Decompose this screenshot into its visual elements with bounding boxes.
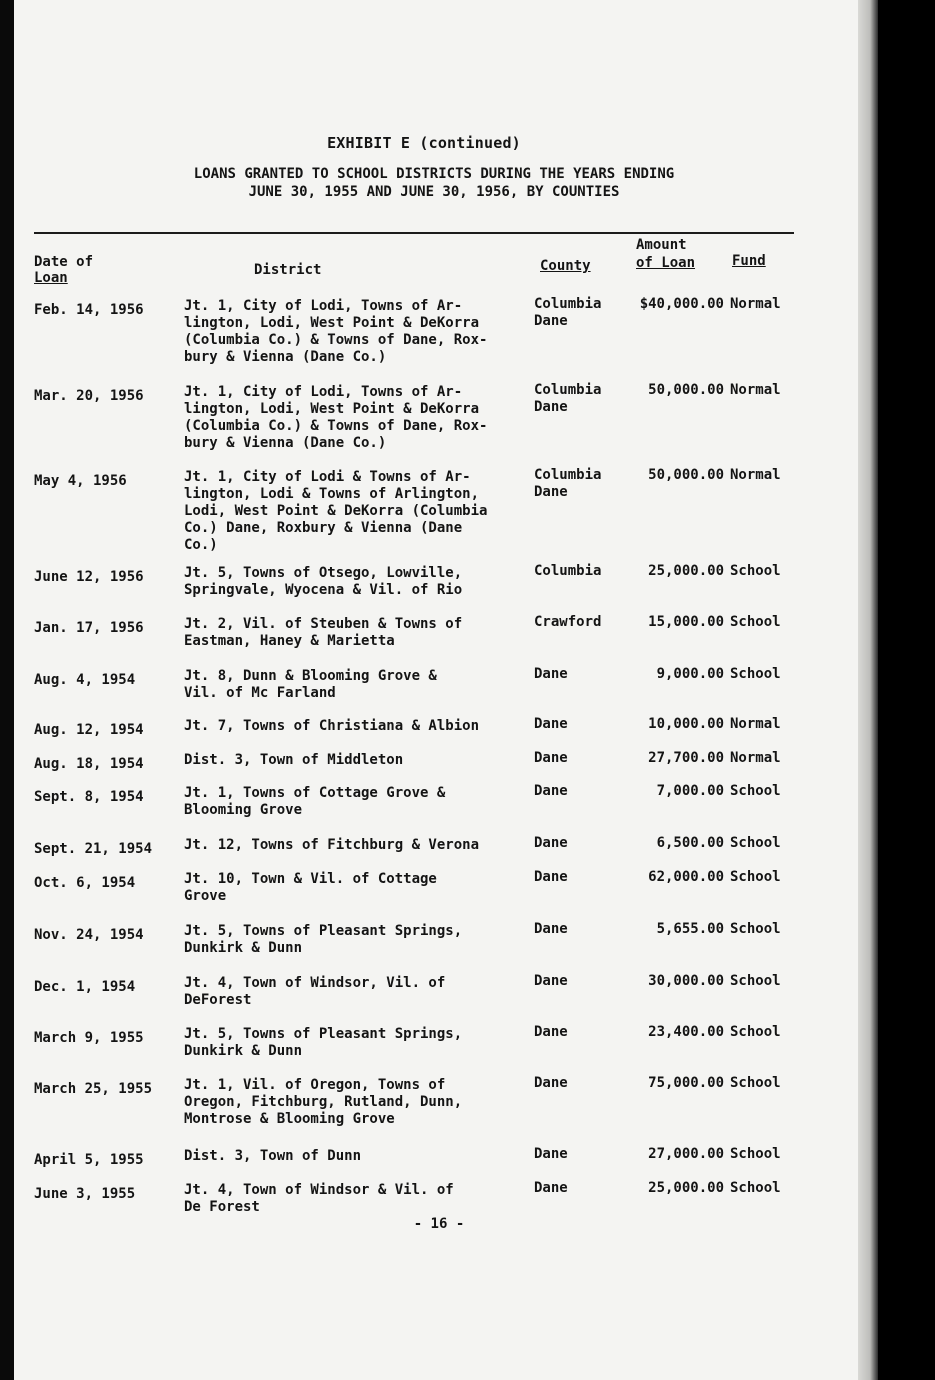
district-line: Springvale, Wyocena & Vil. of Rio: [184, 582, 463, 598]
district-line: Co.): [184, 537, 218, 553]
district-line: Vil. of Mc Farland: [184, 685, 336, 701]
district-cell: [184, 616, 549, 650]
district-line: Jt. 1, City of Lodi, Towns of Ar-: [184, 384, 463, 400]
page-edge-shadow: [858, 0, 878, 1380]
county-line: Dane: [534, 869, 568, 885]
fund-type: Normal: [730, 750, 781, 766]
loan-date: June 3, 1955: [34, 1186, 136, 1202]
district-line: Dist. 3, Town of Middleton: [184, 752, 404, 768]
fund-type: School: [730, 921, 781, 937]
page-content: [14, 0, 870, 1380]
district-line: DeForest: [184, 992, 252, 1008]
district-line: lington, Lodi, West Point & DeKorra: [184, 401, 480, 417]
county-line: Dane: [534, 666, 568, 682]
district-line: (Columbia Co.) & Towns of Dane, Rox-: [184, 332, 488, 348]
loan-amount: 50,000.00: [648, 382, 724, 398]
loan-date: June 12, 1956: [34, 569, 144, 585]
fund-type: School: [730, 973, 781, 989]
header-district: District: [254, 262, 322, 278]
fund-type: School: [730, 1146, 781, 1162]
district-line: lington, Lodi & Towns of Arlington,: [184, 486, 480, 502]
district-line: (Columbia Co.) & Towns of Dane, Rox-: [184, 418, 488, 434]
district-cell: [184, 718, 549, 735]
county-line: Dane: [534, 399, 568, 415]
subtitle-line-1: LOANS GRANTED TO SCHOOL DISTRICTS DURING THE YEARS ENDING: [193, 166, 675, 182]
loan-amount: 62,000.00: [648, 869, 724, 885]
district-cell: [184, 923, 549, 957]
district-line: Jt. 1, Towns of Cottage Grove &: [184, 785, 446, 801]
header-fund: Fund: [732, 253, 766, 269]
loan-amount: 27,700.00: [648, 750, 724, 766]
district-line: Jt. 1, Vil. of Oregon, Towns of: [184, 1077, 446, 1093]
county-line: Dane: [534, 750, 568, 766]
fund-type: School: [730, 666, 781, 682]
county-line: Columbia: [534, 382, 602, 398]
loan-amount: 10,000.00: [648, 716, 724, 732]
subtitle-line-2: JUNE 30, 1955 AND JUNE 30, 1956, BY COUNTIES: [248, 184, 620, 200]
loan-amount: 27,000.00: [648, 1146, 724, 1162]
district-cell: [184, 785, 549, 819]
district-cell: [184, 668, 549, 702]
district-line: Grove: [184, 888, 227, 904]
district-line: Jt. 4, Town of Windsor & Vil. of: [184, 1182, 454, 1198]
district-line: Jt. 12, Towns of Fitchburg & Verona: [184, 837, 480, 853]
district-line: Co.) Dane, Roxbury & Vienna (Dane: [184, 520, 463, 536]
county-line: Dane: [534, 1146, 568, 1162]
district-cell: [184, 1077, 549, 1128]
header-date-line-1: Date of: [34, 254, 94, 270]
loan-date: Nov. 24, 1954: [34, 927, 144, 943]
county-line: Crawford: [534, 614, 602, 630]
fund-type: School: [730, 614, 781, 630]
page-number: - 16 -: [413, 1216, 465, 1232]
header-amount-line-1: Amount: [636, 237, 687, 253]
loan-date: Sept. 21, 1954: [34, 841, 153, 857]
fund-type: School: [730, 835, 781, 851]
district-cell: [184, 1026, 549, 1060]
district-line: Jt. 8, Dunn & Blooming Grove &: [184, 668, 437, 684]
header-county: County: [540, 258, 591, 274]
district-line: Jt. 7, Towns of Christiana & Albion: [184, 718, 480, 734]
district-cell: [184, 871, 549, 905]
district-cell: [184, 837, 549, 854]
district-line: Oregon, Fitchburg, Rutland, Dunn,: [184, 1094, 463, 1110]
loan-date: April 5, 1955: [34, 1152, 144, 1168]
district-line: bury & Vienna (Dane Co.): [184, 349, 387, 365]
district-line: Eastman, Haney & Marietta: [184, 633, 395, 649]
loan-date: Feb. 14, 1956: [34, 302, 144, 318]
district-cell: [184, 469, 549, 554]
fund-type: School: [730, 1180, 781, 1196]
county-line: Dane: [534, 1024, 568, 1040]
header-date-line-2: Loan: [34, 270, 68, 286]
fund-type: Normal: [730, 716, 781, 732]
district-cell: [184, 298, 549, 366]
loan-date: Aug. 18, 1954: [34, 756, 144, 772]
loan-amount: 30,000.00: [648, 973, 724, 989]
district-cell: [184, 384, 549, 452]
loan-amount: 5,655.00: [656, 921, 724, 937]
district-line: Montrose & Blooming Grove: [184, 1111, 395, 1127]
loan-amount: 25,000.00: [648, 563, 724, 579]
loan-date: March 25, 1955: [34, 1081, 153, 1097]
county-line: Dane: [534, 973, 568, 989]
loan-date: Oct. 6, 1954: [34, 875, 136, 891]
district-cell: [184, 1148, 549, 1165]
loan-amount: 15,000.00: [648, 614, 724, 630]
fund-type: School: [730, 1075, 781, 1091]
district-cell: [184, 565, 549, 599]
loan-amount: 6,500.00: [656, 835, 724, 851]
district-line: De Forest: [184, 1199, 260, 1215]
district-line: Jt. 1, City of Lodi & Towns of Ar-: [184, 469, 471, 485]
county-line: Dane: [534, 1180, 568, 1196]
fund-type: Normal: [730, 382, 781, 398]
header-amount-line-2: of Loan: [636, 255, 696, 271]
loan-date: Aug. 4, 1954: [34, 672, 136, 688]
fund-type: School: [730, 869, 781, 885]
fund-type: School: [730, 783, 781, 799]
district-line: Jt. 5, Towns of Pleasant Springs,: [184, 923, 463, 939]
district-line: Jt. 1, City of Lodi, Towns of Ar-: [184, 298, 463, 314]
county-line: Dane: [534, 921, 568, 937]
county-line: Columbia: [534, 296, 602, 312]
district-line: Dunkirk & Dunn: [184, 940, 303, 956]
loan-amount: $40,000.00: [639, 296, 724, 312]
county-line: Dane: [534, 1075, 568, 1091]
county-line: Dane: [534, 484, 568, 500]
district-cell: [184, 975, 549, 1009]
district-line: Dist. 3, Town of Dunn: [184, 1148, 362, 1164]
fund-type: School: [730, 563, 781, 579]
district-cell: [184, 752, 549, 769]
loan-amount: 25,000.00: [648, 1180, 724, 1196]
district-line: Jt. 5, Towns of Pleasant Springs,: [184, 1026, 463, 1042]
loan-amount: 50,000.00: [648, 467, 724, 483]
loan-amount: 75,000.00: [648, 1075, 724, 1091]
loan-date: Dec. 1, 1954: [34, 979, 136, 995]
loan-amount: 9,000.00: [656, 666, 724, 682]
district-line: lington, Lodi, West Point & DeKorra: [184, 315, 480, 331]
fund-type: Normal: [730, 296, 781, 312]
loan-amount: 7,000.00: [656, 783, 724, 799]
loan-date: March 9, 1955: [34, 1030, 144, 1046]
county-line: Dane: [534, 835, 568, 851]
district-cell: [184, 1182, 549, 1216]
county-line: Columbia: [534, 467, 602, 483]
loan-date: Jan. 17, 1956: [34, 620, 144, 636]
county-line: Columbia: [534, 563, 602, 579]
loan-date: Aug. 12, 1954: [34, 722, 144, 738]
exhibit-title: EXHIBIT E (continued): [327, 134, 521, 152]
district-line: Jt. 4, Town of Windsor, Vil. of: [184, 975, 446, 991]
document-page: [14, 0, 870, 1380]
district-line: Jt. 2, Vil. of Steuben & Towns of: [184, 616, 463, 632]
loan-date: Sept. 8, 1954: [34, 789, 144, 805]
fund-type: Normal: [730, 467, 781, 483]
loan-date: May 4, 1956: [34, 473, 127, 489]
county-line: Dane: [534, 716, 568, 732]
district-line: bury & Vienna (Dane Co.): [184, 435, 387, 451]
district-line: Lodi, West Point & DeKorra (Columbia: [184, 503, 488, 519]
loan-amount: 23,400.00: [648, 1024, 724, 1040]
loan-date: Mar. 20, 1956: [34, 388, 144, 404]
district-line: Dunkirk & Dunn: [184, 1043, 303, 1059]
district-line: Blooming Grove: [184, 802, 303, 818]
district-line: Jt. 10, Town & Vil. of Cottage: [184, 871, 437, 887]
fund-type: School: [730, 1024, 781, 1040]
district-line: Jt. 5, Towns of Otsego, Lowville,: [184, 565, 463, 581]
county-line: Dane: [534, 313, 568, 329]
table-top-rule: [34, 232, 794, 234]
binding-margin: [878, 0, 935, 1380]
county-line: Dane: [534, 783, 568, 799]
